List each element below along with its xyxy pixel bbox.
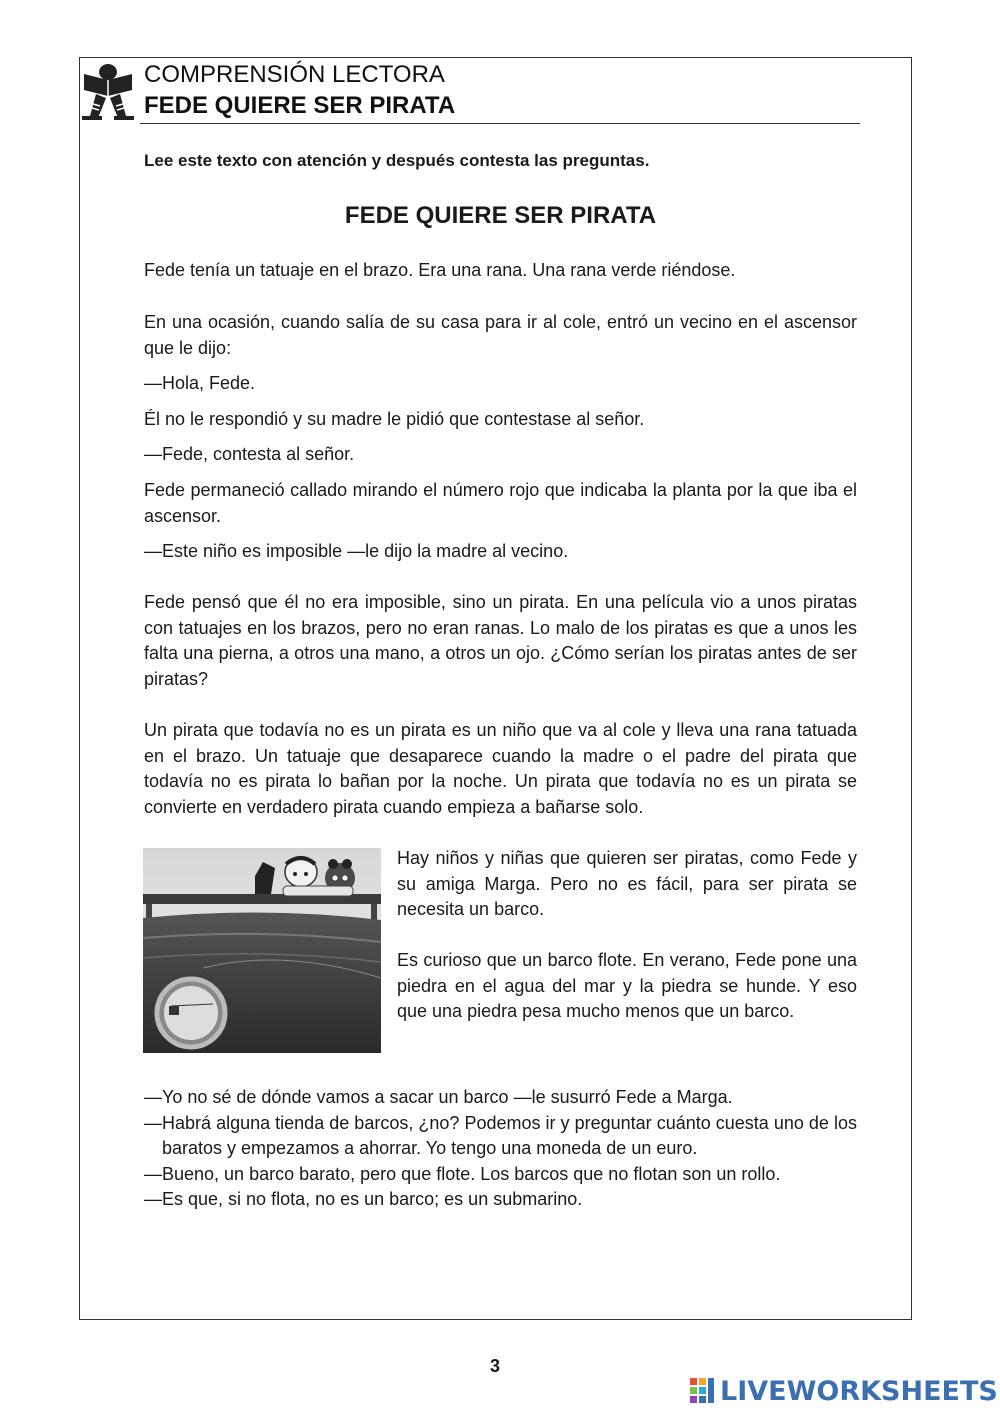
dialogue-line: —Habrá alguna tienda de barcos, ¿no? Podemos ir y preguntar cuánto cuesta uno de los baratos y empezamos a ahorrar. Yo tengo una moneda de un euro.: [144, 1112, 857, 1158]
dialogue-line: —Yo no sé de dónde vamos a sacar un barco —le susurró Fede a Marga.: [144, 1087, 733, 1107]
paragraph: Fede permaneció callado mirando el número rojo que indicaba la planta por la que iba el ascensor.: [144, 480, 857, 526]
paragraph: En una ocasión, cuando salía de su casa para ir al cole, entró un vecino en el ascensor que le dijo:: [144, 312, 857, 358]
instructions: Lee este texto con atención y después contesta las preguntas.: [144, 151, 650, 170]
dialogue-line: —Es que, si no flota, no es un barco; es un submarino.: [144, 1189, 583, 1209]
subject-heading: COMPRENSIÓN LECTORA: [144, 61, 445, 88]
paragraph: Fede pensó que él no era imposible, sino un pirata. En una película vio a unos piratas con tatuajes en los brazos, pero no eran ranas. Lo malo de los piratas es que a unos les falta una pierna, a otros una mano, a otros un ojo. ¿Cómo serían los piratas antes de ser piratas?: [144, 592, 857, 689]
pirate-children-illustration: [143, 848, 381, 1053]
paragraph: Un pirata que todavía no es un pirata es un niño que va al cole y lleva una rana tatuada en el brazo. Un tatuaje que desaparece cuando la madre o el padre del pirata que todavía no es pirata lo bañan por la noche. Un pirata que todavía no es un pirata se convierte en verdadero pirata cuando empieza a bañarse solo.: [144, 720, 857, 817]
liveworksheets-mark-icon: [690, 1376, 716, 1406]
paragraph: Fede tenía un tatuaje en el brazo. Era una rana. Una rana verde riéndose.: [144, 260, 736, 280]
dialogue-line: —Fede, contesta al señor.: [144, 444, 355, 464]
paragraph: Hay niños y niñas que quieren ser piratas, como Fede y su amiga Marga. Pero no es fácil, para ser pirata se necesita un barco.: [397, 848, 857, 919]
dialogue-line: —Bueno, un barco barato, pero que flote. Los barcos que no flotan son un rollo.: [144, 1163, 781, 1184]
dialogue-line: —Este niño es imposible —le dijo la madre al vecino.: [144, 541, 569, 561]
dialogue-block: [144, 1085, 857, 1213]
reading-child-icon: [80, 60, 136, 122]
page-number: 3: [489, 1356, 500, 1376]
story-title: FEDE QUIERE SER PIRATA: [344, 202, 657, 229]
paragraph: Es curioso que un barco flote. En verano, Fede pone una piedra en el agua del mar y la piedra se hunde. Y eso que una piedra pesa mucho menos que un barco.: [397, 950, 857, 1021]
dialogue-line: —Hola, Fede.: [144, 373, 256, 393]
header-divider: [140, 123, 860, 124]
header-title: FEDE QUIERE SER PIRATA: [144, 92, 456, 119]
brand-name: LIVEWORKSHEETS: [720, 1375, 998, 1407]
liveworksheets-logo[interactable]: [690, 1374, 998, 1408]
paragraph: Él no le respondió y su madre le pidió que contestase al señor.: [144, 409, 645, 429]
